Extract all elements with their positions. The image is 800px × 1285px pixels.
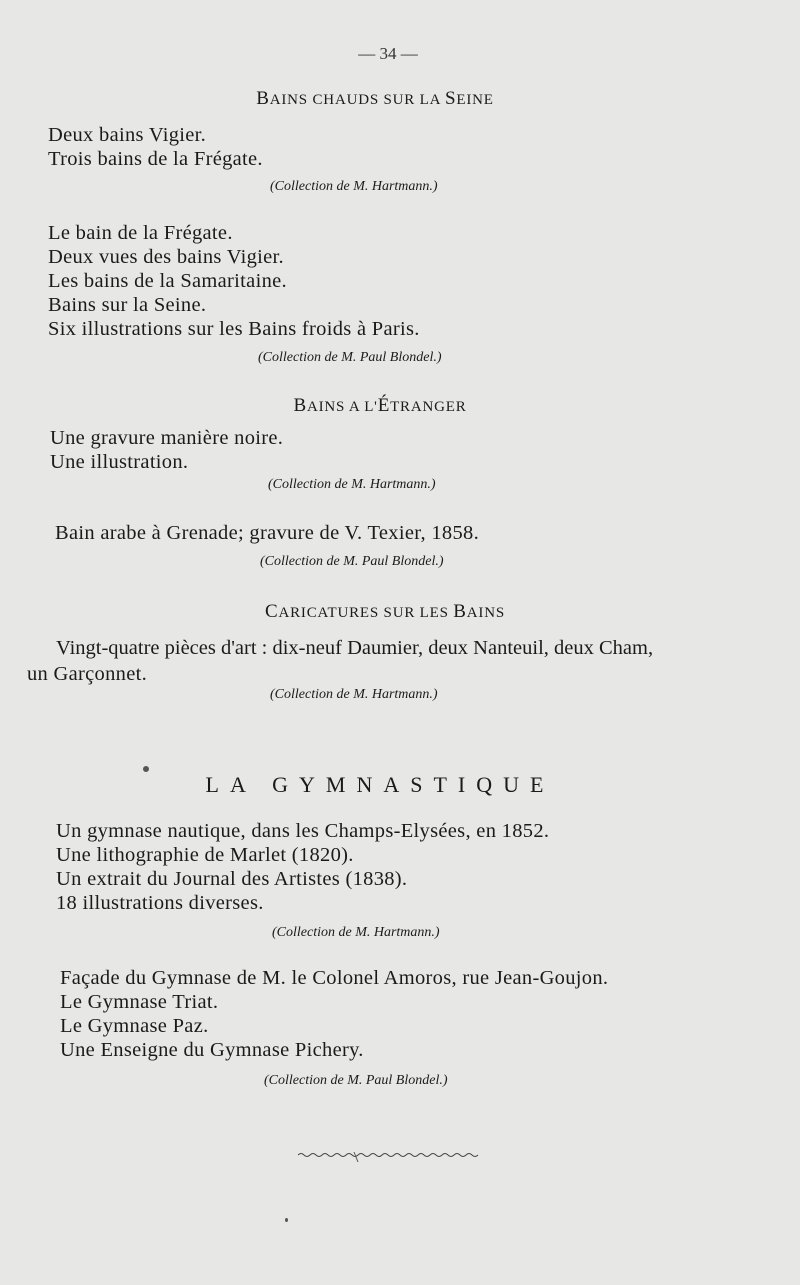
collection-credit: (Collection de M. Paul Blondel.) [264, 1073, 448, 1088]
print-speck [285, 1218, 288, 1222]
collection-credit: (Collection de M. Hartmann.) [270, 687, 438, 702]
heading-bains-chauds: BAINS CHAUDS SUR LA SEINE [256, 88, 494, 109]
collection-credit: (Collection de M. Hartmann.) [272, 925, 440, 940]
section-title-gymnastique: LA GYMNASTIQUE [205, 772, 555, 797]
print-speck [143, 766, 149, 772]
list-item: Deux bains Vigier. [48, 124, 207, 146]
list-item: Le bain de la Frégate. [48, 222, 233, 244]
heading-bains-etranger: BAINS A L'ÉTRANGER [293, 395, 467, 416]
list-item: Façade du Gymnase de M. le Colonel Amoros, rue Jean-Goujon. [60, 967, 609, 989]
list-item: Bain arabe à Grenade; gravure de V. Texier, 1858. [55, 522, 479, 544]
list-item: un Garçonnet. [27, 663, 148, 685]
list-item: Deux vues des bains Vigier. [48, 246, 284, 268]
list-item: Une illustration. [50, 451, 189, 473]
list-item: Un gymnase nautique, dans les Champs-Elysées, en 1852. [56, 820, 550, 842]
list-item: Une lithographie de Marlet (1820). [56, 844, 354, 866]
page-number: — 34 — [358, 44, 418, 63]
list-item: Une Enseigne du Gymnase Pichery. [60, 1039, 364, 1061]
list-item: 18 illustrations diverses. [56, 892, 264, 914]
list-item: Le Gymnase Triat. [60, 991, 219, 1013]
list-item: Trois bains de la Frégate. [48, 148, 263, 170]
list-item: Les bains de la Samaritaine. [48, 270, 287, 292]
list-item: Un extrait du Journal des Artistes (1838). [56, 868, 408, 890]
list-item: Vingt-quatre pièces d'art : dix-neuf Daumier, deux Nanteuil, deux Cham, [56, 637, 654, 659]
collection-credit: (Collection de M. Hartmann.) [270, 179, 438, 194]
list-item: Six illustrations sur les Bains froids à Paris. [48, 318, 420, 340]
collection-credit: (Collection de M. Paul Blondel.) [260, 554, 444, 569]
ornament-divider [298, 1146, 484, 1162]
list-item: Une gravure manière noire. [50, 427, 284, 449]
collection-credit: (Collection de M. Hartmann.) [268, 477, 436, 492]
collection-credit: (Collection de M. Paul Blondel.) [258, 350, 442, 365]
heading-caricatures: CARICATURES SUR LES BAINS [265, 601, 505, 622]
list-item: Le Gymnase Paz. [60, 1015, 209, 1037]
list-item: Bains sur la Seine. [48, 294, 207, 316]
